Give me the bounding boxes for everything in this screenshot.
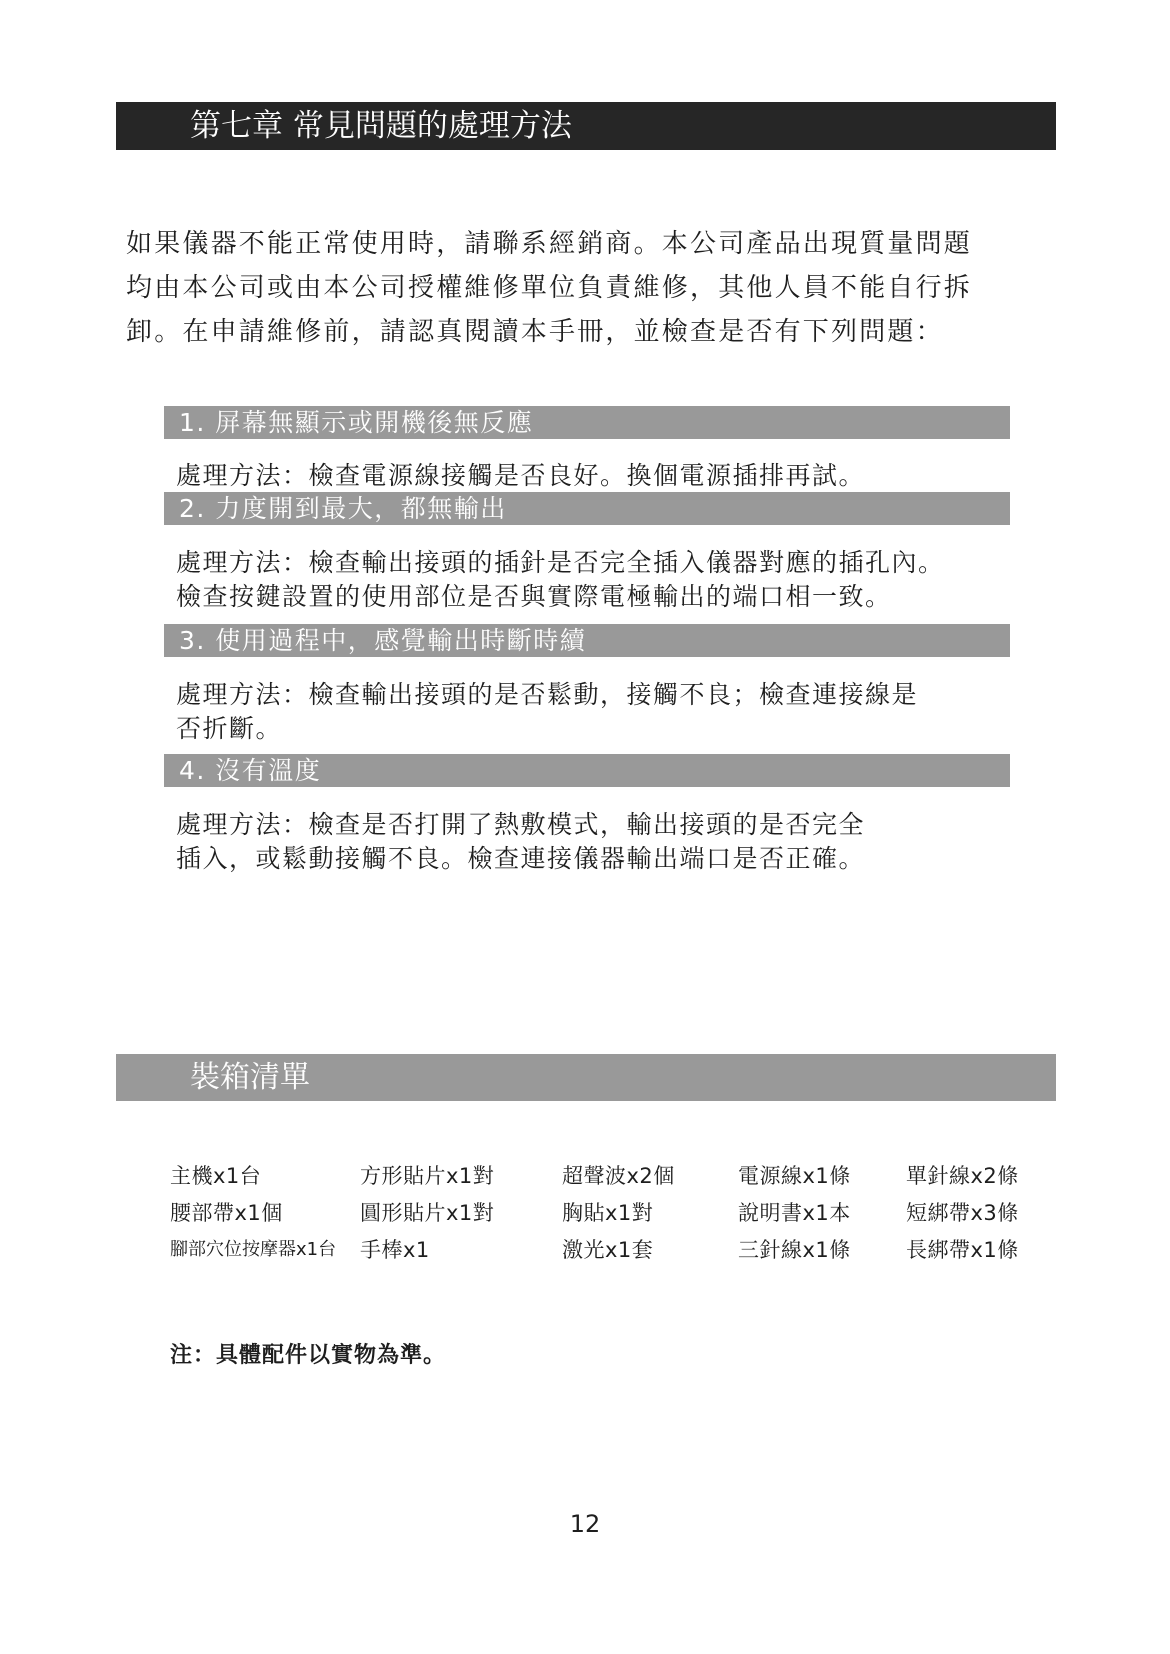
packing-item: 腰部帶x1個 [170,1201,283,1225]
packing-item: 三針線x1條 [738,1238,851,1262]
solution-line: 否折斷。 [176,714,283,743]
chapter-title: 第七章 常見問題的處理方法 [190,108,572,144]
issue-heading-1 [164,406,1010,439]
packing-item: 短綁帶x3條 [906,1201,1019,1225]
packing-item: 超聲波x2個 [562,1164,675,1188]
packing-list-title-bar [116,1054,1056,1101]
solution-line: 插入，或鬆動接觸不良。檢查連接儀器輸出端口是否正確。 [176,844,866,873]
issue-solution-2 [176,546,1006,614]
issue-title: 2. 力度開到最大，都無輸出 [179,494,507,523]
intro-paragraph [126,222,1056,354]
packing-item: 激光x1套 [562,1238,654,1262]
packing-item: 電源線x1條 [738,1164,851,1188]
chapter-title-bar [116,102,1056,150]
packing-list [170,1160,1050,1271]
intro-line: 卸。在申請維修前，請認真閱讀本手冊，並檢查是否有下列問題： [126,317,944,347]
packing-item: 方形貼片x1對 [360,1164,495,1188]
packing-item: 腳部穴位按摩器x1台 [170,1239,337,1260]
packing-item: 說明書x1本 [738,1201,851,1225]
solution-line: 處理方法：檢查輸出接頭的是否鬆動，接觸不良；檢查連接線是 [176,680,919,709]
packing-item: 胸貼x1對 [562,1201,654,1225]
packing-list-title: 裝箱清單 [190,1060,310,1095]
accessories-note: 注：具體配件以實物為準。 [170,1343,447,1368]
packing-item: 主機x1台 [170,1164,262,1188]
issue-solution-4 [176,808,1006,876]
packing-item: 手棒x1 [360,1238,430,1262]
intro-line: 均由本公司或由本公司授權維修單位負責維修，其他人員不能自行拆 [126,273,973,303]
packing-row [170,1197,1050,1234]
packing-row [170,1160,1050,1197]
issue-title: 1. 屏幕無顯示或開機後無反應 [179,408,534,437]
solution-line: 處理方法：檢查輸出接頭的插針是否完全插入儀器對應的插孔內。 [176,548,945,577]
intro-line: 如果儀器不能正常使用時，請聯系經銷商。本公司產品出現質量問題 [126,229,973,259]
issue-heading-3 [164,624,1010,657]
issue-title: 4. 沒有溫度 [179,756,322,785]
solution-line: 檢查按鍵設置的使用部位是否與實際電極輸出的端口相一致。 [176,582,892,611]
issue-heading-2 [164,492,1010,525]
packing-item: 長綁帶x1條 [906,1238,1019,1262]
packing-row [170,1234,1050,1271]
issue-heading-4 [164,754,1010,787]
issue-solution-1 [176,459,1006,493]
issue-title: 3. 使用過程中，感覺輸出時斷時續 [179,626,587,655]
issue-solution-3 [176,678,1006,746]
page-number: 12 [569,1510,601,1538]
solution-line: 處理方法：檢查是否打開了熱敷模式，輸出接頭的是否完全 [176,810,866,839]
packing-item: 圓形貼片x1對 [360,1201,495,1225]
packing-item: 單針線x2條 [906,1164,1019,1188]
solution-line: 處理方法：檢查電源線接觸是否良好。換個電源插排再試。 [176,461,866,490]
